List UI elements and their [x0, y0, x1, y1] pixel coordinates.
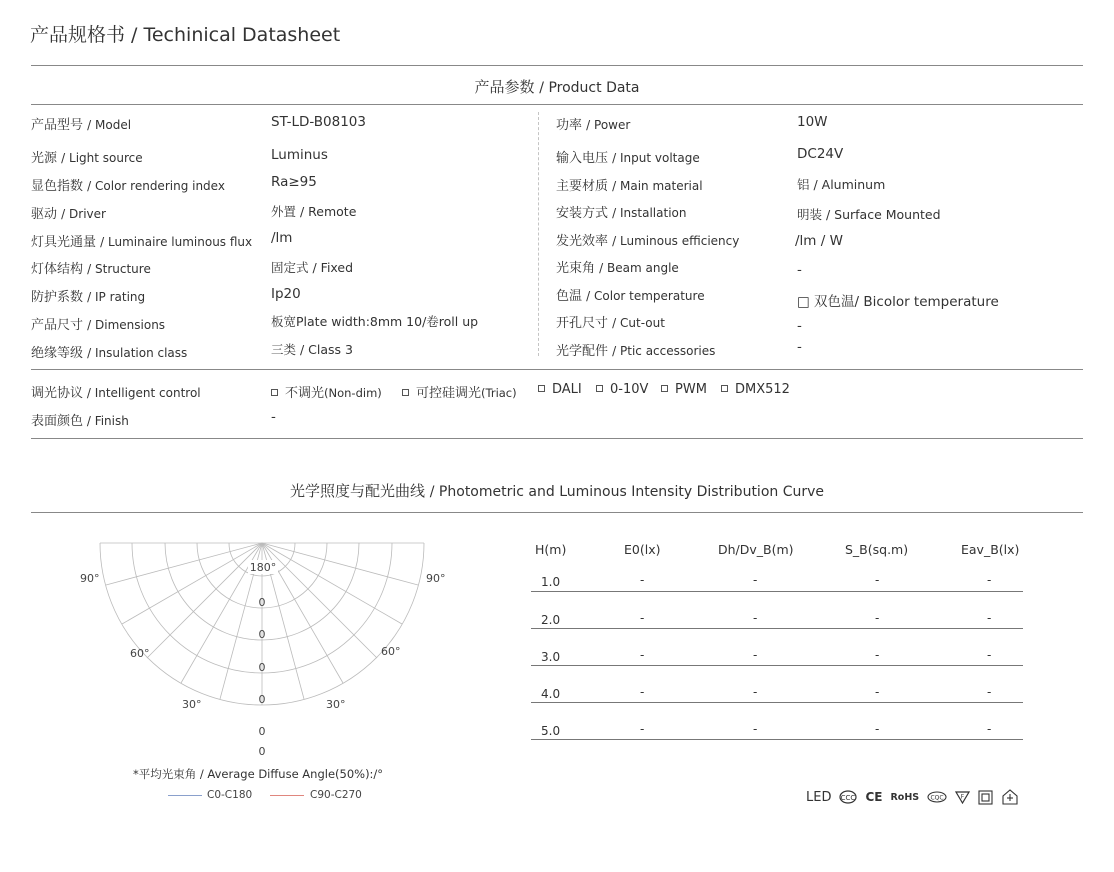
control-option-pwm[interactable]: PWM — [661, 382, 707, 397]
photometric-heading-cn: 光学照度与配光曲线 — [289, 482, 425, 500]
polar-spoke — [262, 543, 377, 658]
ce-icon: CE — [865, 790, 883, 804]
spec-label-efficiency: 发光效率 / Luminous efficiency — [556, 234, 740, 249]
ring-label: 0 — [258, 628, 266, 641]
angle-label-30-left: 30° — [182, 698, 202, 711]
spec-label-structure: 灯体结构 / Structure — [31, 262, 151, 277]
table-cell: - — [987, 611, 992, 625]
spec-label-accessories: 光学配件 / Ptic accessories — [556, 344, 716, 359]
table-cell: - — [875, 685, 880, 699]
spec-label-driver: 驱动 / Driver — [31, 207, 106, 222]
spec-value-dimensions: 板宽Plate width:8mm 10/卷roll up — [271, 314, 479, 329]
spec-value-cri: Ra≥95 — [271, 174, 317, 190]
angle-label-90-right: 90° — [426, 572, 446, 585]
checkbox-icon — [271, 389, 278, 396]
checkbox-icon — [402, 389, 409, 396]
table-cell: 5.0 — [541, 724, 561, 738]
angle-label-60-right: 60° — [381, 645, 401, 658]
table-cell: - — [640, 611, 645, 625]
ring-label: 0 — [258, 596, 266, 609]
table-cell: - — [987, 573, 992, 587]
spec-label-cutout: 开孔尺寸 / Cut-out — [556, 316, 665, 331]
table-header: Eav_B(lx) — [961, 542, 1020, 557]
polar-diagram — [60, 535, 470, 760]
table-cell: - — [753, 573, 758, 587]
product-data-heading-cn: 产品参数 — [474, 78, 535, 96]
table-cell: - — [875, 611, 880, 625]
polar-spoke — [106, 543, 262, 585]
table-header: Dh/Dv_B(m) — [718, 542, 794, 557]
angle-label-60-left: 60° — [130, 647, 150, 660]
divider — [31, 369, 1083, 370]
beam-angle-note: *平均光束角 / Average Diffuse Angle(50%):/° — [133, 767, 384, 781]
table-header: S_B(sq.m) — [845, 542, 909, 557]
spec-label-flux: 灯具光通量 / Luminaire luminous flux — [31, 235, 253, 250]
table-cell: - — [753, 722, 758, 736]
spec-label-material: 主要材质 / Main material — [556, 179, 703, 194]
table-cell: - — [987, 722, 992, 736]
checkbox-icon — [721, 385, 728, 392]
triangle-f-icon — [955, 790, 970, 804]
spec-value-cutout: - — [797, 318, 802, 334]
svg-text:CQC: CQC — [930, 794, 944, 802]
table-header: H(m) — [535, 542, 567, 557]
class-ii-icon — [978, 790, 993, 805]
spec-value-ip: Ip20 — [271, 286, 301, 302]
photometric-heading-en: / Photometric and Luminous Intensity Distribution Curve — [429, 484, 825, 500]
rohs-icon: RoHS — [890, 791, 920, 803]
divider — [31, 104, 1083, 105]
product-data-heading-en: / Product Data — [539, 80, 640, 96]
legend-line-c90 — [270, 795, 304, 796]
row-divider — [531, 628, 1023, 629]
led-mark: LED — [806, 789, 832, 805]
table-cell: - — [640, 685, 645, 699]
row-divider — [531, 739, 1023, 740]
divider — [31, 438, 1083, 439]
polar-spoke — [122, 543, 262, 624]
row-divider — [531, 702, 1023, 703]
certification-marks — [806, 789, 1019, 805]
spec-value-material: 铝 / Aluminum — [797, 177, 886, 192]
table-cell: - — [753, 611, 758, 625]
spec-label-ip: 防护系数 / IP rating — [31, 290, 146, 305]
spec-label-color-temp: 色温 / Color temperature — [556, 289, 705, 304]
table-cell: - — [987, 648, 992, 662]
table-cell: 4.0 — [541, 687, 561, 701]
row-divider — [531, 591, 1023, 592]
table-cell: - — [753, 648, 758, 662]
angle-label-30-right: 30° — [326, 698, 346, 711]
checkbox-icon — [538, 385, 545, 392]
spec-label-cri: 显色指数 / Color rendering index — [31, 179, 225, 194]
finish-label: 表面颜色 / Finish — [31, 414, 129, 429]
ccc-icon — [839, 790, 857, 804]
spec-label-beam-angle: 光束角 / Beam angle — [556, 261, 679, 276]
table-cell: - — [875, 722, 880, 736]
finish-value: - — [271, 409, 276, 425]
ring-label: 0 — [258, 725, 266, 738]
spec-value-insulation: 三类 / Class 3 — [271, 342, 353, 357]
control-option-non-dim[interactable]: 不调光(Non-dim) — [271, 382, 382, 401]
control-option-dmx512[interactable]: DMX512 — [721, 382, 790, 397]
legend-c90-c270: C90-C270 — [310, 789, 362, 801]
spec-value-light-source: Luminus — [271, 147, 328, 163]
spec-value-driver: 外置 / Remote — [271, 204, 357, 219]
spec-value-beam-angle: - — [797, 262, 802, 278]
spec-label-insulation: 绝缘等级 / Insulation class — [31, 346, 188, 361]
spec-label-power: 功率 / Power — [556, 118, 631, 133]
table-cell: - — [640, 648, 645, 662]
spec-label-input-voltage: 输入电压 / Input voltage — [556, 151, 700, 166]
ring-label: 0 — [258, 745, 266, 758]
control-label: 调光协议 / Intelligent control — [31, 386, 201, 401]
table-cell: 2.0 — [541, 613, 561, 627]
control-option-dali[interactable]: DALI — [538, 382, 582, 397]
spec-label-dimensions: 产品尺寸 / Dimensions — [31, 318, 166, 333]
control-option-0-10v[interactable]: 0-10V — [596, 382, 648, 397]
row-divider — [531, 665, 1023, 666]
legend-line-c0 — [168, 795, 202, 796]
spec-value-power: 10W — [797, 114, 828, 130]
spec-value-structure: 固定式 / Fixed — [271, 260, 354, 275]
table-cell: - — [640, 573, 645, 587]
svg-text:F: F — [960, 793, 965, 801]
table-header: E0(lx) — [624, 542, 661, 557]
control-option-triac[interactable]: 可控硅调光(Triac) — [402, 382, 517, 401]
legend-c0-c180: C0-C180 — [207, 789, 253, 801]
checkbox-icon — [596, 385, 603, 392]
spec-value-input-voltage: DC24V — [797, 146, 844, 162]
divider — [31, 512, 1083, 513]
ring-label: 0 — [258, 661, 266, 674]
indoor-use-icon — [1001, 789, 1019, 805]
angle-label-90-left: 90° — [80, 572, 100, 585]
table-cell: - — [753, 685, 758, 699]
spec-label-light-source: 光源 / Light source — [31, 151, 143, 166]
divider — [31, 65, 1083, 66]
polar-spoke — [147, 543, 262, 658]
table-cell: - — [987, 685, 992, 699]
spec-value-efficiency: /lm / W — [795, 233, 843, 249]
angle-label-180: 180° — [249, 561, 277, 574]
spec-label-model: 产品型号 / Model — [31, 118, 132, 133]
cqc-icon — [927, 791, 947, 803]
spec-value-color-temp: □ 双色温/ Bicolor temperature — [797, 294, 999, 310]
spec-label-installation: 安装方式 / Installation — [556, 206, 687, 221]
polar-spoke — [262, 543, 402, 624]
table-cell: - — [640, 722, 645, 736]
table-cell: 1.0 — [541, 575, 561, 589]
spec-value-accessories: - — [797, 339, 802, 355]
polar-spoke — [262, 543, 418, 585]
spec-value-model: ST-LD-B08103 — [271, 114, 366, 130]
checkbox-icon — [661, 385, 668, 392]
spec-value-flux: /lm — [271, 230, 293, 246]
ring-label: 0 — [258, 693, 266, 706]
table-cell: 3.0 — [541, 650, 561, 664]
svg-text:CCC: CCC — [841, 794, 856, 802]
spec-value-installation: 明装 / Surface Mounted — [797, 207, 941, 222]
table-cell: - — [875, 573, 880, 587]
table-cell: - — [875, 648, 880, 662]
photometric-heading — [0, 480, 1114, 501]
column-separator — [538, 112, 539, 356]
page-title: 产品规格书 / Techinical Datasheet — [30, 24, 341, 46]
product-data-heading — [0, 76, 1114, 97]
